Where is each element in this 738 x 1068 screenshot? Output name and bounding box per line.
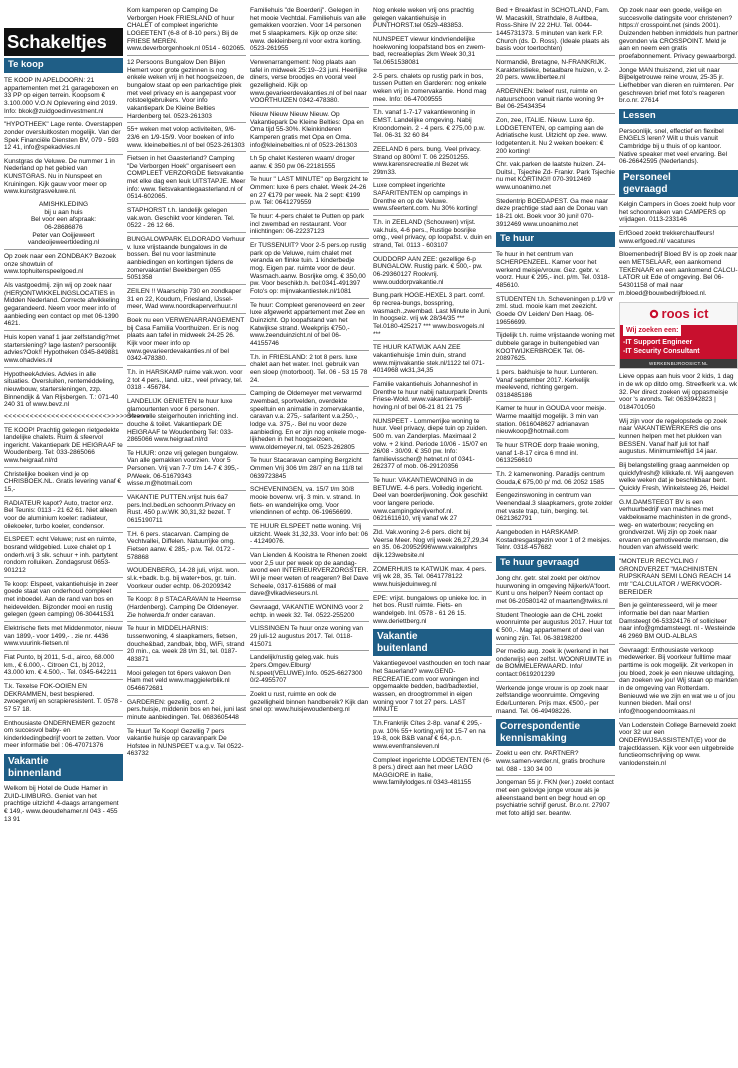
section-header-lessen: Lessen bbox=[619, 109, 738, 124]
classified-ad: Er TUSSENUIT? Voor 2-5 pers.op rustig park op de Veluwe, ruim chalet met veranda en flinke tuin. 1 kinderbedje mog. Eigen par. ruimte voor de deur. Wasmach.aanw. Bosrijke omg. € 350,00 pw. Voor beschikb.h. bel:0341-491397 Foto's op: mijnvakantiestek.nl/1081 bbox=[250, 241, 369, 299]
classified-ad: Bung.park HOGE-HEXEL 3 part. comf. 6p recrea-bungs, bosspring, wasmach.,zwembad. Last Minute in Juni, In hoogseiz. vrij wk 28/34/35 *** Tel.0180-425217 *** www.bosvogels.nl *** bbox=[373, 291, 492, 341]
classified-ad: Wij zijn voor de regelopstede op zoek naar VAKANTIEWERKERS die ons kunnen helpen met het plukken van BESSEN. Vanaf half juli tot half augustus. Minimumleeftijd 14 jaar. bbox=[619, 417, 738, 459]
section-header-te-huur: Te huur bbox=[496, 232, 615, 247]
classified-ad: Zoekt u een chr. PARTNER? www.samen-verder.nl, gratis brochure tel. 088 - 130 34 00 bbox=[496, 749, 615, 776]
classified-ad: Te huur in MIDDELHARNIS: tussenwoning, 4 slaapkamers, fietsen, douche&bad, zandbak, bbq, WiFi, strand 20 min., ca. week 28 t/m 31, tel. 0187-483871 bbox=[127, 624, 246, 666]
classified-ad: NUNSPEET viewur kindvriendelijke hoekwoning loopafstand bos en zwembad, recreatieplas 2km Week 30,31 Tel.0651538081 bbox=[373, 35, 492, 70]
classified-ad: Werkende jonge vrouw is op zoek naar zelfstandige woonruimte. Omgeving Ede/Lunteren. Prijs max. €500,- per maand. Tel. 06-49498226. bbox=[496, 684, 609, 715]
classified-ad: TE KOOP IN APELDOORN: 21 appartementen met 21 garageboxen en 33 PP op eigen terrein. Koopsom € 3.100.000 V.O.N Oplevering eind 2019. Info: bkok@zuidgoedinvestment.nl bbox=[4, 76, 123, 118]
section-header-te-huur-gevraagd: Te huur gevraagd bbox=[496, 556, 615, 571]
classified-ad: Te huur STROE dorp fraaie woning, vanaf 1-8-17 circa 6 mnd inl. 0613256610 bbox=[496, 441, 615, 468]
classified-ad: Lieve oppas aan huis voor 2 kids, 1 dag in de wk op ditdo omg. Streefkerk v.a. wk 32. Per direct zoeken wij oppasmeisje voor 's avonds. Tel: 0633942823 | 0184701050 bbox=[619, 372, 738, 414]
classified-ad: G.M.DAMSTEEGT BV is een verhuurbedrijf van machines met vakbekwame machinisten in de grond-, weg- en waterbouw; recycling en grondverzet. Wij zijn op zoek naar ervaren en gemotiveerde mensen, die houden van afwisseld werk: bbox=[619, 498, 738, 556]
classified-ad: Camping de Oldemeyer met verwarmd zwembad, sportvelden, overdekte speeltuin en animatie in zomervakantie, caravan v.a. 275,- safaritent v.a.250,-, lodge v.a. 375,-. Bel nu voor deze aanbieding. En er zijn nog enkele mogelijkheden in het hoogseizoen, www.oldemeyer.nl, tel. 0523-262805 bbox=[250, 389, 369, 454]
section-header-vakantie-buitenland bbox=[373, 629, 492, 656]
classified-ad: Aangeboden in HARSKAMP. Kostadresgastgezin voor 1 of 2 meisjes. Telnr. 0318-457682 bbox=[496, 529, 612, 552]
classified-ad: Chr. vak.parken de laatste huizen. Z4-Duitsl., Tsjechie Zd- Frankr. Park Tsjechie nu met KORTING!! 070-3912469 www.unoanimo.net bbox=[496, 160, 615, 195]
classified-ad: Enthousiaste ONDERNEMER gezocht om succesvol baby- en kinderkledingbedrijf voort te zetten. Voor meer informatie bel : 06-47071376 bbox=[4, 719, 120, 750]
roos-ict-line: -IT Security Consultant bbox=[623, 347, 700, 355]
classified-ad: Als vastgoedmij. zijn wij op zoek naar (HER)ONTWIKKELINGSLOCATIES in Midden Nederland. Correcte afwikkeling gegarandeerd. Neem voor meer info of aanbieding een contact op met 06-1390 4621. bbox=[4, 281, 123, 331]
roos-ict-tag: Wij zoeken een: bbox=[623, 325, 681, 336]
roos-ict-tag-wrap bbox=[620, 325, 737, 335]
classified-ad: Nieuw Nieuw Nieuw Nieuw. Op Vakantiepark De Kleine Belties: Opa en Oma tijd 55-30%. Kleinkinderen Kamperen gratis met Opa en Oma. info@kleinebelties.nl of 0523-261303 bbox=[250, 110, 369, 152]
section-header-te-koop: Te koop bbox=[4, 58, 123, 73]
classified-ad: Fietsen in het Gaasterland? Camping "De Verborgen Hoek" organiseert een COMPLEET VERZORGDE fietsvakantie met elke dag een leuk UITSTAPJE. Meer info: www. fietsvakantiegaasterland.nl of 0514-602065. bbox=[127, 154, 246, 204]
header-line: Correspondentie bbox=[500, 721, 581, 733]
classified-ad: STUDENTEN t.h. Scheveningen p.1/9 vr zml. stud. mooie kam met zeezicht. Goede OV Leiden/ Den Haag. 06-19656699. bbox=[496, 295, 615, 330]
classified-ad: Te koop: Elspeet, vakantiehuisje in zeer goede staat van onderhoud compleet met inboedel. Aan de rand van bos en heidevelden. Bijzonder mooi en rustig gelegen (geen camping) 06-30441531 bbox=[4, 580, 123, 622]
ads-list bbox=[4, 252, 123, 411]
ads-list bbox=[250, 6, 369, 716]
ads-list bbox=[4, 76, 123, 198]
classified-ad: Te huur in het centrum van SCHERPENZEEL. Kamer voor het werkend meisje/vrouw. Gez. gebr. v. voorz. Huur € 295,- incl. p/m. Tel. 0318-485610. bbox=[496, 250, 615, 292]
header-line: Personeel bbox=[623, 172, 671, 184]
classified-ad: STAPHORST t.h. landelijk gelegen vak.won. Geschikt voor kinderen. Tel. 0522 - 26 12 66. bbox=[127, 206, 246, 233]
classified-ad: Landelijk/rustig geleg.vak. huis 2pers.Omgev.Elburg/ N.speet(VELUWE).Info. 0525-6627300 0/2-4955707 bbox=[250, 653, 369, 688]
amish-ad bbox=[4, 200, 123, 250]
classified-ad: Op zoek naar een ZONDBAK? Bezoek onze showtuin of www.tophuitenspeelgoed.nl bbox=[4, 252, 123, 279]
section-header-vakantie-binnenland bbox=[4, 754, 123, 781]
header-line: gevraagd bbox=[623, 183, 668, 195]
masthead: Schakeltjes bbox=[4, 28, 123, 56]
ads-list bbox=[4, 426, 123, 753]
column-5 bbox=[496, 6, 615, 1064]
ad-line: Peter van Ooijjeweert bbox=[32, 231, 95, 239]
classified-ad: LANDELIJK GENIETEN te huur luxe glamourtenten voor 6 personen. Sfeervolle steigerhouten inrichting incl. douche & toilet. Vakantiepark DE HEIGRAAF te Woudenberg Tel: 033-2865066 www.heigraaf.nl/rd bbox=[127, 397, 246, 447]
classified-ad: T.h.Frankrijk Cítes 2-8p. vanaf € 295,-p.w. 10% 55+ korting,vrij tot 15-7 en na 19-8, ook B&B vanaf € 64,-p.n. www.evenfransleven.nl bbox=[373, 719, 492, 754]
classified-ad: GARDEREN: gezellig, comf. 2 pers.huisje, middenin bos en hei, juni last minute aanbiedingen. Tel. 0683605448 bbox=[127, 698, 246, 725]
header-line: Vakantie bbox=[377, 631, 418, 643]
classified-ad: T.h. in FRIESLAND: 2 tot 8 pers. luxe chalet aan het water. Incl. gebruik van een sloep (motorboot). Tel. 06 - 53 15 78 24. bbox=[250, 353, 369, 388]
classified-ad: Kunstgras de Veluwe. De nummer 1 in Nederland op het gebied van KUNSTGRAS. Nu in Nunspeet en Kruiningen. Kijk gauw voor meer op www.kunstgrasveluwe.nl. bbox=[4, 157, 115, 196]
classified-ad: Verwenarrangement: Nog plaats aan tafel in midweek 25:19--23 juni. Heerlijke diners, verse broodjes en vooral veel gezelligheid. Kijk op www.gevarieerdevakanties.nl of bel naar VOORTHUIZEN 0342-478380. bbox=[250, 58, 369, 108]
classified-ad: NUNSPEET - Lommerrijke woning te huur. Veel privacy, diepe tuin op zuiden. 500 m. van Zanderplas. Maximaal 2 volw. + 2 kind. Periode 10/06 - 15/07 en 26/08 - 30/09. € 350 pw. Info: familievisscher@ hetnet.nl of 0341-262377 of mob. 06-29120356 bbox=[373, 417, 492, 475]
classified-ad: Stedentrip BOEDAPEST. Ga mee naar deze prachtige stad aan de Donau van 18-21 okt. Boek voor 30 juni! 070-3912469 www.unoanimo.net bbox=[496, 197, 608, 228]
classified-ad: Persoonlijk, snel, effectief en flexibel ENGELS leren? Wilt u thuis vanuit Cambridge bij u thuis of op kantoor. Native speaker met veel ervaring. Bel 06-26642595 (Nederlands). bbox=[619, 127, 728, 166]
classified-ad: WOUDENBERG, 14-28 juli, vrijst. won. sl.k.+badk. b.g. bij water+bos, gr. tuin. Voorkeur ouder echtp. 06-20209342 bbox=[127, 566, 246, 593]
ad-line: vandeoijeweertkleding.nl bbox=[27, 239, 100, 247]
classified-ad: 12 Persoons Bungalow Den Blijen Hemert voor grote gezinnen is nog enkele weken vrij in het hoogseizoen, de bungalow staat op een parkachtige plek met veel privacy en is aangepast voor rolstoelgebruikers. Voor info vakantiepark De Kleine Belties Hardenberg tel. 0523-261303 bbox=[127, 58, 246, 123]
classified-ad: SCHEVENINGEN, va. 15/7 t/m 30/8 mooie bovenw. vrij. 3 min. v. strand. In fiets- en wandelrijke omg. Voor vriendinnen of echtp. 06-19656699. bbox=[250, 485, 369, 520]
classified-ad: Kom kamperen op Camping De Verborgen Hoek FRIESLAND of huur CHALET of compleet ingerichte LOGEETENT (6-8 of 8-10 pers.) Bij de FRIESE MEREN. www.deverborgenhoek.nl 0514 - 602065. bbox=[127, 6, 246, 56]
classified-ad: Per medio aug. zoek ik (werkend in het onderwijs) een zelfst. WOONRUIMTE in de BOMMELERWAARD. Info/ contact:0619201239 bbox=[496, 647, 615, 682]
ad-line: Bel voor een afspraak: bbox=[30, 216, 97, 224]
classified-ad: Te Huur! Te Koop! Gezellig 7 pers vakantie huisje op caravanpark De Hofstee in NUNSPEET v.a.g.v. Tel 0522-463732 bbox=[127, 727, 244, 758]
classified-ad: Jong chr. getr. stel zoekt per okt/nov huurwoning in omgeving Nijkerk/A'foort. Kunt u ons helpen? Neem contact op met 06-20580142 of maarten@twiks.nl bbox=[496, 574, 615, 609]
columns bbox=[4, 6, 738, 1064]
ads-list bbox=[619, 372, 738, 769]
ad-line: bij u aan huis bbox=[44, 208, 83, 216]
header-line: Vakantie bbox=[8, 756, 49, 768]
ads-list bbox=[619, 200, 738, 299]
classified-ad: T.h. in HARSKAMP ruime vak.won. voor 2 tot 4 pers., land. uitz., veel privacy, tel. 0318 - 456784. bbox=[127, 368, 246, 395]
ads-list bbox=[496, 6, 615, 230]
classified-ad: Christelijke boeken vind je op CHRISBOEK.NL. Gratis levering vanaf € 15,- bbox=[4, 470, 123, 497]
column-6 bbox=[619, 6, 738, 1064]
classified-ad: Gevraagd: Enthousiaste verkoop medewerker. Bij voorkeur fulltime maar parttime is ook mogelijk. Zit verkopen in jou bloed, zoek je een nieuwe uitdaging, dan zoeken we jou! Wij staan op markten in de omgeving van Rotterdam. Benieuwd wie we zijn en wat we u of jou kunnen bieden. Mail ons! info@hoogendoornkaas.nl bbox=[619, 646, 738, 719]
classified-ad: Te huur Stacaravan camping Bergzicht Ommen Vrij 306 t/m 28/7 en na 11/8 tel 0639723845 bbox=[250, 456, 369, 483]
header-line: binnenland bbox=[8, 767, 62, 779]
classified-ad: 55+ weken met volop activiteiten, 9/6-23/6 en 1/9-15/9. Voor boeken of info www. kleinebelties.nl of bel 0523-261303 bbox=[127, 125, 246, 152]
classified-ad: Familiehuis "de Boerderij". Gelegen in het mooie Vechtdal. Familiehuis van alle gemakken voorzien. Voor 14 personen met 5 slaapkamers. Kijk op onze site: www. dekleinberg.nl voor extra korting. 0523-261955 bbox=[250, 6, 369, 56]
classified-ad: HypotheekAdvies. Advies in alle situaties. Oversluiten, renteméddeling, nieuwbouw, startersleningen, zzp. Binnendijk & Van Rijsbergen. T.: 071-40 240 31 of www.bevz.nl bbox=[4, 370, 119, 409]
classified-ad: RADIATEUR kapot? Auto, tractor enz. Bel Teunis: 0113 - 21 62 61. Niet alleen voor de aluminium koeler: radiateur, oliekoeler, turbo koeler, condensor. bbox=[4, 499, 123, 534]
classified-ad: 2-5 pers. chalets op rustig park in bos, tussen Putten en Garderen: nog enkele weken vrij in zomervakantie. Hond mag mee. Info: 06-47009555 bbox=[373, 72, 492, 107]
classified-ad: Welkom bij Hotel de Oude Hamer in ZUID-LIMBURG. Geniet van het prachtige uitzicht! 4-daags arrangement € 149,- www.deoudehamer.nl 043 - 455 13 91 bbox=[4, 785, 119, 823]
classified-ad: Te HUUR: onze vrij gelegen bungalow. Van alle gemakken voorzien. Voor 5 Personen. Vrij van 7-7 t/m 14-7 € 395,- P/Week. 06-51679343 wisse.m@hotmail.com bbox=[127, 449, 246, 491]
classified-ad: ZOMERHUIS te KATWIJK max. 4 pers. vrij wk 28, 35. Tel. 0641778122 www.huisjeduinweg.nl bbox=[373, 565, 492, 592]
classified-ad: Ben je geïnteresseerd, wil je meer informatie bel dan naar Martien Damsteegt 06-53324176 of solliciteer naar info@gmdamsteegt. nl - Westeinde 46 2969 BM OUD-ALBLAS bbox=[619, 601, 738, 643]
classified-ad: ELSPEET: echt Veluwe; rust en ruimte, bosrand wildgebied. Luxe chalet op 1 onderh.vrij 3 slk. schuur + inh. partytent rondom rolluiken. Zondagsrust 0653-901212 bbox=[4, 535, 123, 577]
classified-ad: Eengezinswoning in centrum van Veenendaal.3 slaapkamers, grote zolder met vaste trap, tuin, berging. tel. 0621362791 bbox=[496, 491, 615, 526]
classified-ad: Te huur: VAKANTIEWONING in de BETUWE. 4-6 pers. Volledig ingericht. Deel van boerderijwoning. Ook geschikt voor langere periode. www.campingdevijverhof.nl. 0621611610, vrij vanaf wk 27 bbox=[373, 476, 492, 526]
classified-ad: Student Theologie aan de CHL zoekt woonruimte per augustus 2017. Huur tot € 500,-. Mag appartement of deel van woning zijn. Tel. 06-38198200 bbox=[496, 611, 615, 646]
classified-ad: Te huur " LAST MINUTE" op Bergzicht te Ommen: luxe 6 pers chalet. Week 24-26 en 27 €179 per week. Na 2 sept: €199 p.w. Tel: 0641279559 bbox=[250, 175, 369, 210]
classified-ad: Familie vakantiehuis Johanneshof in Drenthe te huur nabij natuurpark Drents Friese-Wold. www.vakantieverblijf-hoving.nl of bel 06-21 81 21 75 bbox=[373, 380, 492, 415]
ads-list bbox=[619, 6, 738, 107]
classified-ad: Boek nu een VERWENARRANGEMENT bij Casa Familia Voorthuizen. Er is nog plaats aan tafel in midweek 24-25 26. Kijk voor meer info op www.gevarieerdevakanties.nl of bel 0342-478380. bbox=[127, 316, 246, 366]
classified-ad: Fiat Punto, bj 2011, 5-d., airco, 68.000 km., € 6.000,-. Citroen C1, bj 2012, 43.000 km. € 4.500,-. Tel. 0345-642211 bbox=[4, 653, 123, 680]
classified-ad: T.h. 2 kamerwoning. Paradijs centrum Gouda,€ 675,00 p/ md. 06 2052 1585 bbox=[496, 470, 615, 489]
ads-list bbox=[496, 250, 615, 554]
header-line: kennismaking bbox=[500, 732, 567, 744]
roos-ict-url: WERKENBIJROOSICT.NL bbox=[620, 359, 737, 368]
header-line: buitenland bbox=[377, 642, 428, 654]
classified-ad: Kamer te huur in GOUDA voor meisje. Warme maaltijd mogelijk. 3 min van station. 0616048627 adrianavan nieuwkoop@hotmail.com bbox=[496, 404, 615, 439]
classified-ad: Elektrische fiets met Middenmotor, nieuw van 1899,- voor 1499,- . zie nr. 4436 www.vuurink-fietsen.nl bbox=[4, 624, 123, 651]
ad-line: AMISHKLEDING bbox=[38, 201, 89, 209]
classified-ad: Mooi gelegen tot 6pers vakwon Den Ham met veld www.maggielerblik.nl 0546672681 bbox=[127, 669, 246, 696]
roos-ict-line: -IT Support Engineer bbox=[623, 338, 693, 346]
classified-ad: Bloemenbedrijf Bloed BV is op zoek naar een METSELAAR, een aankomend TEKENAAR en een aankomend CALCULATOR uit Ede of omgeving. Bel 06-54301158 of mail naar m.bloed@bouwbedrijfbloed.nl. bbox=[619, 251, 738, 297]
ad-line: 06-28686876 bbox=[44, 224, 83, 232]
classified-ad: Zon, zee, ITALIE. Nieuw. Luxe 6p. LODGETENTEN, op camping aan de Adriatische kust. Uitzicht op zee. www. lodgetenten.it. Nu 2 weken boeken: € 200 korting! bbox=[496, 116, 615, 158]
roos-ict-logo: roos ict bbox=[661, 306, 709, 322]
ads-list bbox=[619, 127, 738, 168]
ads-list bbox=[4, 784, 123, 825]
roos-ict-advertisement bbox=[619, 302, 738, 369]
column-2 bbox=[127, 6, 246, 1064]
classified-ad: BUNGALOWPARK ELDORADO Verhuur v. luxe vrijstaande bungalows in de bossen. Bel nu voor lastminute aanbiedingen en kortingen tijdens de zomervakantie! Beekbergen 055 5051358 bbox=[127, 235, 246, 285]
classified-ad: T.h. vanaf 1-7-17 vakantiewoning in EMST. Landelijke omgeving. Nabij Kroondomein. 2 - 4 pers. € 275,00 p.w. Tel. 06-31 32 60 84 bbox=[373, 108, 492, 143]
column-3 bbox=[250, 6, 369, 1064]
classified-ad: Op zoek naar een goede, veilige en succesvolle datingsite voor christenen? https:// crosspoint.net (sinds 2001). Duizenden hebben inmiddels hun partner gevonden via CROSSPOINT. Meld je aan en neem een gratis proefabonnement. Privacy gewaarborgd. bbox=[619, 6, 738, 64]
classified-ad: TE HUUR ELSPEET nette woning. Vrij uitzicht. Week 31,32,33. Voor info bel: 06 - 41249076. bbox=[250, 522, 369, 549]
classified-ad: Zld. Vak.woning 2-6 pers. dicht bij Veerse Meer. Nog vrij week 26,27,29,34 en 35. 06-20952996\www.vakwlphrs dijk.123website.nl bbox=[373, 528, 492, 563]
ads-list bbox=[373, 659, 492, 789]
classified-ad: ErfGoed zoekt trekkerchauffeurs! www.erfgoed.nl/ vacatures bbox=[619, 229, 738, 248]
classified-ad: Te huur: Compleet gerenoveerd en zeer luxe afgewerkt appartement met Zee en Duinzicht. Op loopafstand van het Katwijkse strand. Weekprijs €750,- www.zeenduinzicht.nl of bel 06-44155746 bbox=[250, 301, 369, 351]
classified-ad: "HYPOTHEEK" Lage rente. Overstappen zonder oversluitkosten mogelijk. Van der Spek Financiële Diensten BV, 079 - 593 12 41, info@spekadvies.nl bbox=[4, 120, 123, 155]
classified-ad: ZEELAND 6 pers. bung. Veel privacy. Strand op 800m! T. 06 22501255. www.karensrecreatie.nl Bezet wk 29tm33. bbox=[373, 145, 492, 180]
classified-ad: VLISSINGEN Te huur onze woning van 29 juli-12 augustus 2017. Tel. 0118-415071 bbox=[250, 624, 369, 651]
roos-ict-body bbox=[620, 335, 737, 359]
ads-list bbox=[373, 6, 492, 627]
rose-logo-icon bbox=[649, 309, 659, 319]
classified-ad: TE KOOP! Prachtig gelegen rietgedekte landelijke chalets. Ruim & sfeervol ingericht. Vakantiepark DE HEIGRAAF te Woudenberg. Tel: 033-2865066 www.heigraaf.nl/rd bbox=[4, 426, 123, 468]
classified-ad: Compleet ingerichte LODGETENTEN (6-8 pers.) direct aan het meer LAGO MAGGIORE in Italie, www.familylodges.nl 0343-481155 bbox=[373, 756, 492, 787]
classified-ad: Tijdelijk t.h. ruime vrijstaande woning met dubbele garage in buitengebied van KOOTWIJKERBROEK Tel. 06-20897625. bbox=[496, 331, 615, 366]
classified-ad: Bed + Breakfast in SCHOTLAND, Fam. W. Macaskill, Strathdale, 8 Aultbea, Ross-Shire IV 22 2HU. Tel. 0044-1445731373. 5 minuten van kerk F.P. Church (ds. D. Ross). (Ideale plaats als basis voor toertochten) bbox=[496, 6, 615, 56]
classified-ad: T.h. in ZEELAND (Schouwen) vrijst. vak.huis, 4-6 pers., Rustige bosrijke omg., veel privacy, op loopafst. v. duin en strand, Tel. 0113 - 603107 bbox=[373, 218, 492, 253]
column-4 bbox=[373, 6, 492, 1064]
classified-ad: Kelgin Campers in Goes zoekt hulp voor het schoonmaken van CAMPERS op vrijdagen. 0113-233146 bbox=[619, 200, 738, 227]
classified-ad: Jonge MAN thuiszend, ziet uit naar Bijbelgetrouwe reine vrouw, 25-35 jr. Liefhebber van dieren en ruimteren. Per geschreven brief met foto's reageren br.o.nr. 27614 bbox=[619, 66, 734, 105]
classified-ad: Nog enkele weken vrij ons prachtig gelegen vakantiehuisje in PUNTHORST.tel 0529-483853. bbox=[373, 6, 492, 33]
classified-ad: Te Koop: 8 p STACARAVAN te Heemse (Hardenberg). Camping De Oldeneyer. Zie holwerda.fr onder caravan. bbox=[127, 595, 246, 622]
ads-list bbox=[496, 749, 615, 819]
classified-ad: ARDENNEN: beleef rust, ruimte en natuurschoon vanuit riante woning 9+ Bel 06-25434354 bbox=[496, 87, 615, 114]
classified-ad: OUDDORP AAN ZEE: gezellige 6-p BUNGALOW. Rustig park. € 500,- pw. 06-29360127 Rookvrij. www.ouddorpvakantie.nl bbox=[373, 255, 492, 290]
classified-ad: Luxe compleet ingerichte SAFARITENTEN op campings in Drenthe en op de Veluwe. www.sfeertent.com. Nu 30% korting! bbox=[373, 181, 492, 216]
classified-ad: Van Lienden & Kooistra te Rhenen zoekt voor 2,5 uur per week op de aandagavond een INTERIEURVERZORGSTER. Wil je meer weten of reageren? Bel Dave Scheele, 0317-615686 of mail dave@vlkadvieseurs.nl. bbox=[250, 551, 369, 601]
classified-ad: TE HUUR KATWIJK AAN ZEE vakantiehuisje 1min duin, strand www.mijnvakantie stek.nl/1122 tel 071-4014968 wk31,34,35 bbox=[373, 343, 492, 378]
classified-ad: Zoekt u rust, ruimte en ook de gezelligheid binnen handbereik? Kijk dan snel op: www.huisjewoudenberg.nl bbox=[250, 690, 369, 714]
classified-ad: T.k. Texelse FOK-OOIEN EN DEKRAMMEN, best bespiered. zwoegervrij en scrapieresistent. T. 0578 - 57 57 18. bbox=[4, 682, 123, 717]
classified-ad: T.H. 6 pers. stacarvan. Camping de Vechtvallei, Diffelen. Natuurrijke omg. Fietsen aanw. € 285,- p.w. Tel. 0172 - 578868 bbox=[127, 530, 246, 565]
classified-ad: Normandië, Bretagne, N-FRANKRIJK. Karakteristieke, betaalbare huizen, v. 2-20 pers. www.libertee.nl bbox=[496, 58, 615, 85]
classified-ad: Jongeman 55 jr. FKN (ker.) zoekt contact met een gelovige jonge vrouw als je alleenstaand bent en begr houd en op psychiatrie schrijf gerust. Br.o.nr. 27907 met foto altijd ser. beantw. bbox=[496, 779, 614, 817]
roos-ict-header bbox=[620, 303, 737, 324]
ads-list bbox=[496, 574, 615, 718]
column-1 bbox=[4, 6, 151, 1064]
separator: <<<<<<<<<<<<<<<<<<<<<<<<>>>>>>>>>> bbox=[4, 413, 123, 424]
ads-list bbox=[127, 6, 246, 760]
classified-ad: VAKANTIE PUTTEN.vrijst huis 6a7 pers.Incl.bedLen schoonm.Privacy en Rust. 450 p.w.WK 30,31,32 bezet. T 0615190711 bbox=[127, 493, 246, 528]
classified-ad: t.h 5p chalet Kesteren waam/ droger aanw. € 350 pw 06-22181555 bbox=[250, 154, 369, 173]
classified-ad: EPE: vrijst. bungalows op unieke loc. in het bos. Rust! ruimte. Fiets- en wandelgeb. Inl. 0578 - 61 26 15. www.deriettberg.nl bbox=[373, 594, 487, 625]
classified-ad: Bij belangstelling graag aanmelden op quickfyfresh@ klikkafe.nl. Wij aangeven welke weken dat je beschikbaar bent. Quickly Fresh, Winkelsteeg 26, Heidel bbox=[619, 461, 738, 496]
classified-ad: Gevraagd, VAKANTIE WONING voor 2 echtp. in week 32. Tel. 0522-255200 bbox=[250, 603, 369, 622]
classified-ad: Te huur: 4-pers chalet te Putten op park incl zwembad en restaurant. Voor inlichtingen: 06-22237123 bbox=[250, 212, 369, 239]
classified-ad: Huis kopen vanaf 1 jaar zelfstandig?met starterslening? lage lasten? persoonlijk advies?Ook!! Hypotheken 0345-849881 www.ohadvies.nl bbox=[4, 333, 123, 368]
section-header-correspondentie bbox=[496, 719, 615, 746]
section-header-personeel-gevraagd bbox=[619, 170, 738, 197]
classified-ad: Vakantiegevoel vasthouden en toch naar het Sauerland? www.GEND-RECREATIE.com voor woningen incl opgemaakte bedden, bad/badtextiel, wassen, en droogtrommel in eigen woning voor 7 tot 27 pers. LAST MINUTE bbox=[373, 659, 492, 717]
classified-ad: ZEILEN !! Waarschip 730 en zondkaper 31 en 22, Koudum, Friesland, IJsselmeer, Wad www.noordkaperverhuur.nl bbox=[127, 287, 246, 314]
classified-ad: Van Lodenstein College Barneveld zoekt voor 32 uur een ONDERWIJSASSISTENT(E) voor de trajectklassen. Kijk voor een uitgebreide functieomschrijving op www. vanlodenstein.nl bbox=[619, 721, 736, 767]
classified-ad: "MONTEUR RECYCLING / GRONDVERZET "MACHINISTEN RUPSKRAAN SEMI LONG REACH 14 mtr "CALCULATOR / WERKVOORBEREIDER bbox=[619, 557, 738, 599]
classified-ad: 1 pers. bakhuisje te huur. Lunteren. Vanaf september 2017. Kerkelijk meelevend, richting gergem. 0318485186 bbox=[496, 368, 615, 403]
